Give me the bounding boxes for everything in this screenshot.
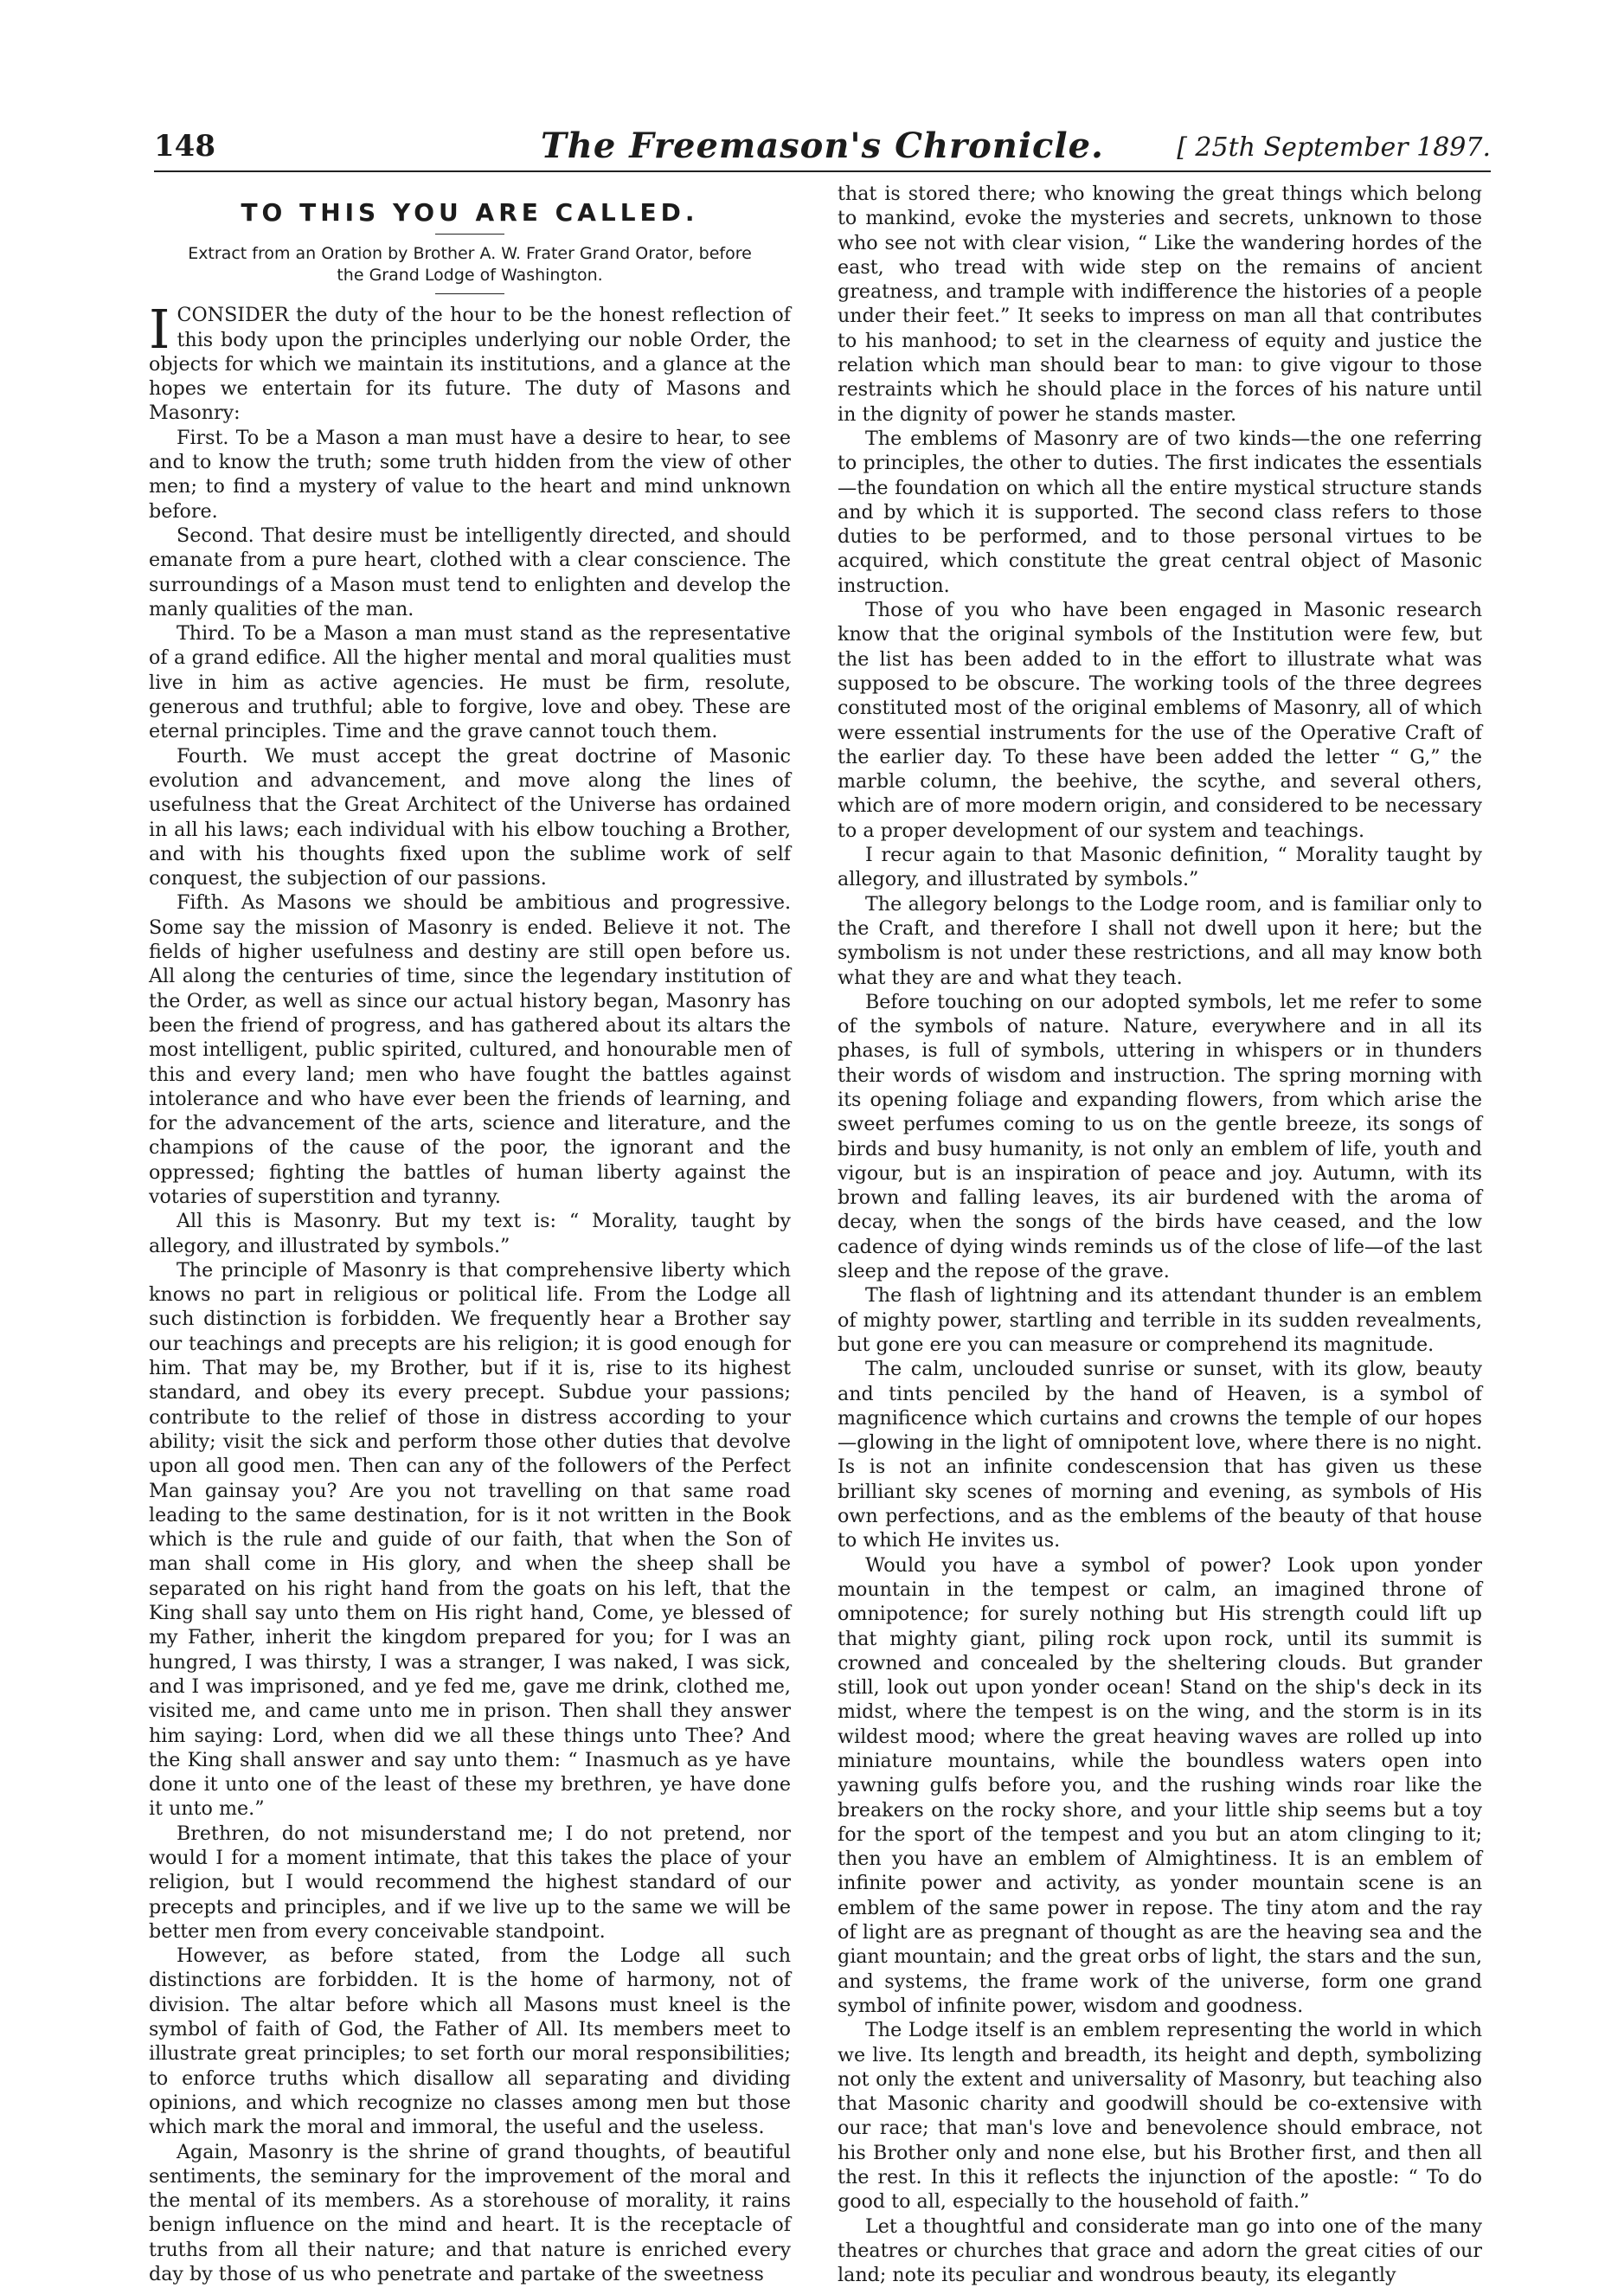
paragraph: Fourth. We must accept the great doctrine of Masonic evolution and advancement, and move along the lines of usefulness that the Great Architect of the Universe has ordained in all his laws; each individual with his elbow touching a Brother, and with his thoughts fixed upon the sublime work of self conquest, the subjection of our passions. (149, 744, 791, 890)
right-column (838, 182, 1482, 2287)
paragraph: The emblems of Masonry are of two kinds—the one referring to principles, the other to duties. The first indicates the essentials—the foundation on which all the entire mystical structure stands and by which it is supported. The second class refers to those duties to be performed, and to those personal virtues to be acquired, which constitute the great central object of Masonic instruction. (838, 427, 1482, 597)
subtitle-rule (435, 293, 504, 294)
drop-cap: I (149, 298, 170, 362)
paragraph: that is stored there; who knowing the great things which belong to mankind, evoke the mysteries and secrets, unknown to those who see not with clear vision, “ Like the wandering hordes of the east, who tread with wide step on the remains of ancient greatness, and trample with indifference the histories of a people under their feet.” It seeks to impress on man all that contributes to his manhood; to set in the clearness of equity and justice the relation which man should bear to man: to give vigour to those restraints which he should place in the forces of his nature until in the dignity of power he stands master. (838, 183, 1482, 426)
paragraph: The principle of Masonry is that comprehensive liberty which knows no part in religious or political life. From the Lodge all such distinction is forbidden. We frequently hear a Brother say our teachings and precepts are his religion; it is good enough for him. That may be, my Brother, but if it is, rise to its highest standard, and obey its every precept. Subdue your passions; contribute to the relief of those in distress according to your ability; visit the sick and perform those other duties that devolve upon all good men. Then can any of the followers of the Perfect Man gainsay you? Are you not travelling on that same road leading to the same destination, for is it not written in the Book which is the rule and guide of our faith, that when the Son of man shall come in His glory, and when the sheep shall be separated on his right hand from the goats on his left, that the King shall say unto them on His right hand, Come, ye blessed of my Father, inherit the kingdom prepared for you; for I was an hungred, I was thirsty, I was a stranger, I was naked, I was sick, and I was imprisoned, and ye fed me, gave me drink, clothed me, visited me, and came unto me in prison. Then shall they answer him saying: Lord, when did we all these things unto Thee? And the King shall answer and say unto them: “ Inasmuch as ye have done it unto one of the least of these my brethren, ye have done it unto me.” (149, 1258, 791, 1821)
paragraph: Again, Masonry is the shrine of grand thoughts, of beautiful sentiments, the seminary for the improvement of the moral and the mental of its members. As a storehouse of morality, it rains benign influence on the mind and heart. It is the receptacle of truths from all their nature; and that nature is enriched every day by those of us who penetrate and partake of the sweetness (149, 2140, 791, 2286)
paragraph: Brethren, do not misunderstand me; I do not pretend, nor would I for a moment intimate, that this takes the place of your religion, but I would recommend the highest standard of our precepts and principles, and if we live up to the same we will be better men from every conceivable standpoint. (149, 1822, 791, 1943)
paragraph: Fifth. As Masons we should be ambitious and progressive. Some say the mission of Masonry is ended. Believe it not. The fields of higher usefulness and destiny are still open before us. All along the centuries of time, since the legendary institution of the Order, as well as since our actual history began, Masonry has been the friend of progress, and has gathered about its altars the most intelligent, public spirited, cultured, and honourable men of this and every land; men who have fought the battles against intolerance and who have ever been the friends of learning, and for the advancement of the arts, science and literature, and the champions of the cause of the poor, the ignorant and the oppressed; fighting the battles of human liberty against the votaries of superstition and tyranny. (149, 891, 791, 1208)
lead-paragraph-text: CONSIDER the duty of the hour to be the honest reflection of this body upon the principles underlying our noble Order, the objects for which we maintain its institutions, and a glance at the hopes we entertain for its future. The duty of Masons and Masonry: (149, 304, 791, 425)
paragraph: Let a thoughtful and considerate man go into one of the many theatres or churches that grace and adorn the great cities of our land; note its peculiar and wondrous beauty, its elegantly (838, 2214, 1482, 2287)
article-title: TO THIS YOU ARE CALLED. (241, 198, 699, 227)
title-rule (435, 234, 504, 235)
paragraph: All this is Masonry. But my text is: “ Morality, taught by allegory, and illustrated by symbols.” (149, 1210, 791, 1257)
paragraph: Before touching on our adopted symbols, let me refer to some of the symbols of nature. Nature, everywhere and in all its phases, is full of symbols, uttering in whispers or in thunders their words of wisdom and instruction. The spring morning with its opening foliage and expanding flowers, from which arise the sweet perfumes coming to us on the gentle breeze, its songs of birds and busy humanity, is not only an emblem of life, youth and vigour, but is an inspiration of peace and joy. Autumn, with its brown and falling leaves, its air burdened with the aroma of decay, when the songs of the birds have ceased, and the low cadence of dying winds reminds us of the close of life—of the last sleep and the repose of the grave. (838, 990, 1482, 1283)
issue-date: [ 25th September 1897. (1177, 132, 1491, 163)
paragraph: Those of you who have been engaged in Masonic research know that the original symbols of the Institution were few, but the list has been added to in the effort to illustrate what was supposed to be obscure. The working tools of the three degrees constituted most of the original emblems of Masonry, all of which were essential instruments for the use of the Operative Craft of the earlier day. To these have been added the letter “ G,” the marble column, the beehive, the scythe, and several others, which are of more modern origin, and considered to be necessary to a proper development of our system and teachings. (838, 599, 1482, 842)
paragraph: The allegory belongs to the Lodge room, and is familiar only to the Craft, and therefore I shall not dwell upon it here; but the symbolism is not under these restrictions, and all may know both what they are and what they teach. (838, 892, 1482, 989)
paragraph: Would you have a symbol of power? Look upon yonder mountain in the tempest or calm, an imagined throne of omnipotence; for surely nothing but His strength could lift up that mighty giant, piling rock upon rock, until its summit is crowned and concealed by the sheltering clouds. But grander still, look out upon yonder ocean! Stand on the ship's deck in its midst, where the tempest is on the wing, and the storm is in its wildest mood; where the great heaving waves are rolled up into miniature mountains, while the boundless waters open into yawning gulfs before you, and the rushing winds roar like the breakers on the rocky shore, and your little ship seems but a toy for the sport of the tempest and you but an atom clinging to it; then you have an emblem of Almightiness. It is an emblem of infinite power and activity, as yonder mountain scene is an emblem of the same power in repose. The tiny atom and the ray of light are as pregnant of thought as are the heaving sea and the giant mountain; and the great orbs of light, the stars and the sun, and systems, the frame work of the universe, form one grand symbol of infinite power, wisdom and goodness. (838, 1553, 1482, 2017)
paragraph: First. To be a Mason a man must have a desire to hear, to see and to know the truth; some truth hidden from the view of other men; to find a mystery of value to the heart and mind unknown before. (149, 426, 791, 523)
paragraph: The Lodge itself is an emblem representing the world in which we live. Its length and breadth, its height and depth, symbolizing not only the extent and universality of Masonry, but teaching also that Masonic charity and goodwill should be co-extensive with our race; that man's love and benevolence should embrace, not his Brother only and none else, but his Brother first, and then all the rest. In this it reflects the injunction of the apostle: “ To do good to all, especially to the household of faith.” (838, 2019, 1482, 2214)
article-subtitle: Extract from an Oration by Brother A. W. Frater Grand Orator, before the Grand Lodge of Washington. (188, 244, 752, 286)
paragraph: The flash of lightning and its attendant thunder is an emblem of mighty power, startling and terrible in its sudden revealments, but gone ere you can measure or comprehend its magnitude. (838, 1284, 1482, 1356)
paragraph: Third. To be a Mason a man must stand as the representative of a grand edifice. All the higher mental and moral qualities must live in him as active agencies. He must be firm, resolute, generous and truthful; able to forgive, love and obey. These are eternal principles. Time and the grave cannot touch them. (149, 622, 791, 743)
lead-paragraph (149, 298, 791, 425)
page-number: 148 (154, 129, 215, 164)
paragraph: I recur again to that Masonic definition, “ Morality taught by allegory, and illustrated by symbols.” (838, 844, 1482, 891)
paragraph: The calm, unclouded sunrise or sunset, with its glow, beauty and tints penciled by the hand of Heaven, is a symbol of magnificence which curtains and crowns the temple of our hopes—glowing in the light of omnipotent love, where there is no night. Is is not an infinite condescension that has given us these brilliant sky scenes of morning and evening, as symbols of His own perfections, and as the emblems of the beauty of that house to which He invites us. (838, 1358, 1482, 1552)
paragraph: Second. That desire must be intelligently directed, and should emanate from a pure heart, clothed with a clear conscience. The surroundings of a Mason must tend to enlighten and develop the manly qualities of the man. (149, 524, 791, 620)
left-column (149, 182, 791, 2286)
publication-title: The Freemason's Chronicle. (541, 125, 1104, 166)
masthead (154, 125, 1491, 172)
paragraph: However, as before stated, from the Lodge all such distinctions are forbidden. It is the home of harmony, not of division. The altar before which all Masons must kneel is the symbol of faith of God, the Father of All. Its members meet to illustrate great principles; to set forth our moral responsibilities; to enforce truths which disallow all separating and dividing opinions, and which recognize no classes among men but those which mark the moral and immoral, the useful and the useless. (149, 1944, 791, 2139)
